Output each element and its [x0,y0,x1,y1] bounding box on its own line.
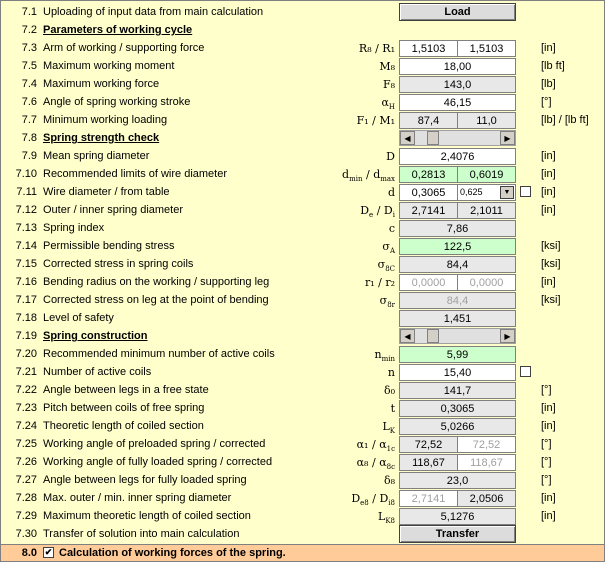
row-number: 7.18 [15,312,37,324]
min-working-moment-value: 11,0 [457,112,516,129]
symbol: $D_e / D_i$ [360,204,395,220]
row-number: 7.25 [15,438,37,450]
row-number: 7.12 [15,204,37,216]
row-7-7 [1,111,604,129]
row-7-29 [1,507,604,525]
symbol: c [388,222,395,235]
row-label: Uploading of input data from main calculation [43,6,264,18]
row-7-3 [1,39,604,57]
load-button[interactable]: Load [399,3,516,21]
free-leg-angle-value: 141,7 [399,382,516,399]
row-label: Maximum working moment [43,60,175,72]
unit: [in] [541,402,556,414]
safety-level-value: 1,451 [399,310,516,327]
section-title: Calculation of working forces of the spring. [59,547,286,559]
max-coiled-length-value: 5,1276 [399,508,516,525]
row-label: Level of safety [43,312,114,324]
arm-working-input[interactable]: 1,5103 [399,40,458,57]
symbol: M₈ [379,60,395,73]
row-number: 7.21 [15,366,37,378]
row-number: 7.3 [21,42,37,54]
row-number: 7.1 [21,6,37,18]
symbol: r₁ / r₂ [364,276,395,289]
row-label: Bending radius on the working / supporting leg [43,276,270,288]
row-7-30 [1,525,604,543]
arm-supporting-input[interactable]: 1,5103 [457,40,516,57]
row-7-15 [1,255,604,273]
row-number: 7.29 [15,510,37,522]
row-7-23 [1,399,604,417]
section-strength-check [1,129,604,147]
row-label: Wire diameter / from table [43,186,170,198]
symbol: F₁ / M₁ [356,114,395,127]
row-7-25 [1,435,604,453]
row-label: Maximum theoretic length of coiled section [43,510,251,522]
row-number: 7.22 [15,384,37,396]
corrected-stress-coils-value: 84,4 [399,256,516,273]
symbol: $\alpha_1 / \alpha_{1c}$ [356,438,395,454]
row-number: 7.27 [15,474,37,486]
symbol: t [390,402,395,415]
symbol: $d_{min} / d_{max}$ [342,168,395,184]
row-label: Max. outer / min. inner spring diameter [43,492,232,504]
row-7-27 [1,471,604,489]
scroll-thumb[interactable] [427,329,439,343]
unit: [lb ft] [541,60,565,72]
unit: [in] [541,276,556,288]
section-title: Spring construction [43,330,148,342]
section-working-cycle [1,21,604,39]
row-7-4 [1,75,604,93]
min-inner-diameter-value: 2,0506 [457,490,516,507]
calculation-checkbox[interactable]: ✔ [44,547,53,557]
transfer-button[interactable]: Transfer [399,525,516,543]
symbol: $\alpha_8 / \alpha_{8c}$ [356,456,395,472]
symbol: $\sigma_{8r}$ [379,294,395,310]
row-number: 7.23 [15,402,37,414]
row-label: Pitch between coils of free spring [43,402,205,414]
row-number: 7.5 [21,60,37,72]
section-title: Parameters of working cycle [43,24,193,36]
row-7-10 [1,165,604,183]
row-label: Minimum working loading [43,114,168,126]
row-label: Theoretic length of coiled section [43,420,204,432]
row-7-6 [1,93,604,111]
row-label: Recommended minimum number of active coils [43,348,275,360]
symbol: D [386,150,395,163]
row-number: 7.9 [21,150,37,162]
unit: [in] [541,150,556,162]
loaded-angle-value: 118,67 [399,454,458,471]
row-7-26 [1,453,604,471]
row-7-14 [1,237,604,255]
row-number: 7.15 [15,258,37,270]
unit: [in] [541,420,556,432]
row-number: 7.28 [15,492,37,504]
row-number: 7.11 [16,186,37,198]
loaded-leg-angle-value: 23,0 [399,472,516,489]
loaded-angle-corrected-input[interactable]: 118,67 [457,454,516,471]
row-label: Angle between legs in a free state [43,384,209,396]
outer-diameter-value: 2,7141 [399,202,458,219]
row-7-20 [1,345,604,363]
section-spring-construction [1,327,604,345]
unit: [lb] [541,78,556,90]
row-label: Transfer of solution into main calculation [43,528,240,540]
unit: [lb] / [lb ft] [541,114,589,126]
row-number: 7.30 [15,528,37,540]
row-number: 7.8 [21,132,37,144]
row-label: Angle between legs for fully loaded spring [43,474,247,486]
max-working-force-value: 143,0 [399,76,516,93]
row-number: 7.7 [21,114,37,126]
row-label: Angle of spring working stroke [43,96,191,108]
row-number: 7.14 [15,240,37,252]
row-number: 7.2 [21,24,37,36]
unit: [ksi] [541,240,561,252]
row-number: 7.6 [21,96,37,108]
row-label: Mean spring diameter [43,150,150,162]
max-working-moment-input[interactable]: 18,00 [399,58,516,75]
row-7-21 [1,363,604,381]
wire-table-dropdown[interactable] [457,184,516,201]
row-7-24 [1,417,604,435]
row-number: 7.4 [21,78,37,90]
row-number: 8.0 [21,547,37,559]
bending-radius-working-input[interactable]: 0,0000 [399,274,458,291]
right-arrow-icon[interactable]: ▶ [500,131,515,145]
row-label: Maximum working force [43,78,160,90]
symbol: $n_{min}$ [374,348,395,364]
unit: [°] [541,456,552,468]
left-arrow-icon[interactable]: ◀ [400,329,415,343]
working-stroke-angle-input[interactable]: 46,15 [399,94,516,111]
row-7-13 [1,219,604,237]
corrected-stress-leg-value: 84,4 [399,292,516,309]
spring-index-value: 7,86 [399,220,516,237]
unit: [in] [541,510,556,522]
row-number: 7.20 [15,348,37,360]
symbol: $D_{e8} / D_{i8}$ [351,492,395,508]
symbol: δ₀ [383,384,395,397]
symbol: n [387,366,395,379]
unit: [in] [541,186,556,198]
symbol: $\alpha_H$ [381,96,395,112]
row-number: 7.13 [15,222,37,234]
unit: [°] [541,96,552,108]
row-label: Working angle of preloaded spring / corrected [43,438,266,450]
section-title: Spring strength check [43,132,160,144]
symbol: δ₈ [383,474,395,487]
row-7-16 [1,273,604,291]
active-coils-input[interactable]: 15,40 [399,364,516,381]
left-arrow-icon[interactable]: ◀ [400,131,415,145]
symbol: $L_{K8}$ [378,510,395,526]
row-number: 7.26 [15,456,37,468]
row-label: Permissible bending stress [43,240,175,252]
row-number: 7.19 [15,330,37,342]
construction-scrollbar[interactable] [399,328,516,344]
row-label: Spring index [43,222,105,234]
row-7-1 [1,3,604,21]
row-7-22 [1,381,604,399]
row-7-28 [1,489,604,507]
chevron-down-icon[interactable]: ▼ [500,186,514,199]
wire-dmin-value: 0,2813 [399,166,458,183]
max-outer-diameter-value: 2,7141 [399,490,458,507]
symbol: R₈ / R₁ [358,42,395,55]
strength-scrollbar[interactable] [399,130,516,146]
row-number: 7.16 [15,276,37,288]
permissible-stress-value: 122,5 [399,238,516,255]
wire-dmax-value: 0,6019 [457,166,516,183]
row-label: Arm of working / supporting force [43,42,205,54]
unit: [in] [541,42,556,54]
unit: [ksi] [541,294,561,306]
wire-diameter-input[interactable]: 0,3065 [399,184,458,201]
inner-diameter-value: 2,1011 [457,202,516,219]
row-7-5 [1,57,604,75]
unit: [ksi] [541,258,561,270]
row-7-9 [1,147,604,165]
unit: [°] [541,384,552,396]
dropdown-value: 0,625 [460,187,483,197]
mean-diameter-input[interactable]: 2,4076 [399,148,516,165]
scroll-thumb[interactable] [427,131,439,145]
coiled-length-value: 5,0266 [399,418,516,435]
symbol: $\sigma_{8C}$ [377,258,395,274]
preloaded-angle-value: 72,52 [399,436,458,453]
symbol: $L_K$ [382,420,395,436]
preloaded-angle-corrected-input[interactable]: 72,52 [457,436,516,453]
row-label: Working angle of fully loaded spring / corrected [43,456,273,468]
symbol: F₈ [382,78,395,91]
row-number: 7.24 [15,420,37,432]
symbol: d [387,186,395,199]
unit: [in] [541,168,556,180]
unit: [°] [541,474,552,486]
min-active-coils-value: 5,99 [399,346,516,363]
row-label: Corrected stress on leg at the point of bending [43,294,269,306]
row-label: Corrected stress in spring coils [43,258,194,270]
row-label: Outer / inner spring diameter [43,204,184,216]
row-number: 7.17 [15,294,37,306]
row-7-18 [1,309,604,327]
unit: [°] [541,438,552,450]
right-arrow-icon[interactable]: ▶ [500,329,515,343]
row-number: 7.10 [15,168,37,180]
active-coils-checkbox[interactable] [520,366,531,377]
section-8-0-header [1,544,604,561]
from-table-checkbox[interactable] [520,186,531,197]
row-label: Number of active coils [43,366,152,378]
symbol: $\sigma_A$ [382,240,395,256]
unit: [in] [541,204,556,216]
coil-pitch-value: 0,3065 [399,400,516,417]
unit: [in] [541,492,556,504]
min-working-force-value: 87,4 [399,112,458,129]
row-7-17 [1,291,604,309]
row-label: Recommended limits of wire diameter [43,168,228,180]
row-7-12 [1,201,604,219]
row-7-11 [1,183,604,201]
bending-radius-supporting-input[interactable]: 0,0000 [457,274,516,291]
